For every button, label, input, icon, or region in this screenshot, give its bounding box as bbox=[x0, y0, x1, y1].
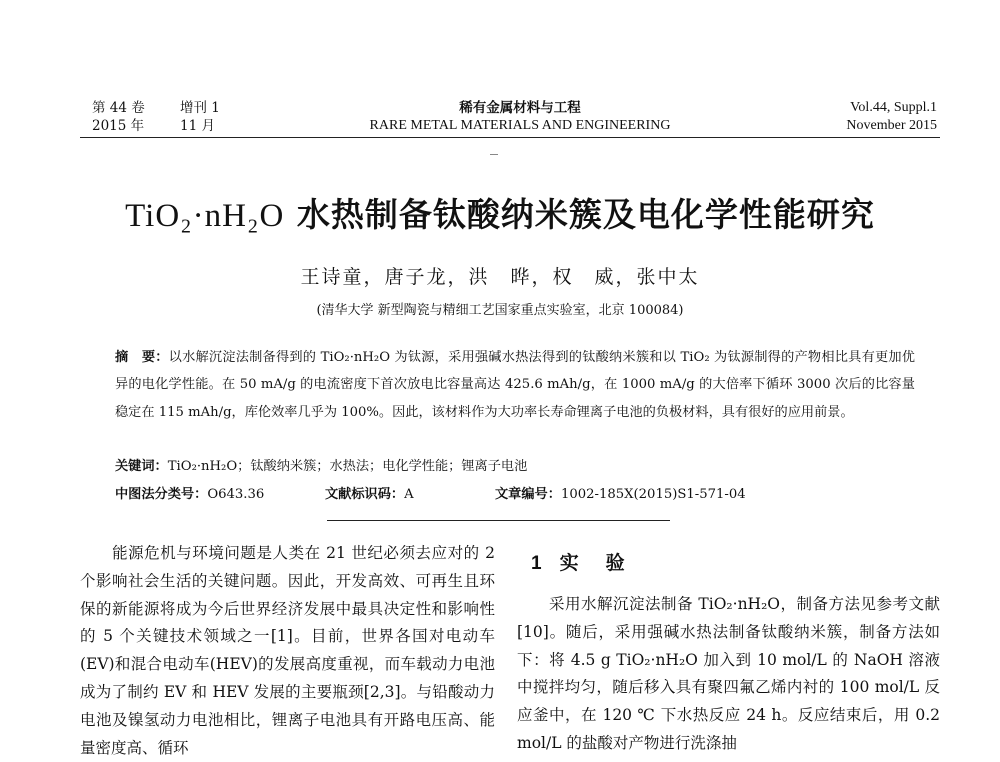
doc-code-value: A bbox=[404, 487, 414, 502]
clc-value: O643.36 bbox=[207, 487, 265, 502]
supplement-cn: 增刊 1 bbox=[180, 100, 220, 116]
month-cn: 11 月 bbox=[180, 118, 215, 134]
experiment-paragraph: 采用水解沉淀法制备 TiO₂·nH₂O，制备方法见参考文献[10]。随后，采用强碱水热法制备钛酸纳米簇，制备方法如下：将 4.5 g TiO₂·nH₂O 加入到 10 mol/L 的 NaOH 溶液中搅拌均匀，随后移入具有聚四氟乙烯内衬的 100 mol/L 反应釜中，在 120 ℃ 下水热反应 24 h。反应结束后，用 0.2 mol/L 的盐酸对产物进行洗涤抽 bbox=[517, 595, 940, 752]
doc-code-label: 文献标识码： bbox=[325, 487, 405, 502]
abstract-rule bbox=[327, 520, 670, 521]
section-heading bbox=[531, 548, 629, 575]
year-cn: 2015 年 bbox=[92, 118, 145, 134]
article-number-label: 文章编号： bbox=[495, 487, 561, 502]
keywords bbox=[115, 455, 527, 474]
journal-issue-en bbox=[846, 99, 937, 135]
section-number: 1 bbox=[531, 553, 546, 574]
header-mark bbox=[490, 154, 498, 155]
intro-paragraph: 能源危机与环境问题是人类在 21 世纪必须去应对的 2 个影响社会生活的关键问题。因此，开发高效、可再生且环保的新能源将成为今后世界经济发展中最具决定性和影响性的 5 个关键技术领域之一[1]。目前，世界各国对电动车(EV)和混合电动车(HEV)的发展高度重视，而车载动力电池成为了制约 EV 和 HEV 发展的主要瓶颈[2,3]。与铅酸动力电池及镍氢动力电池相比，锂离子电池具有开路电压高、能量密度高、循环 bbox=[80, 544, 495, 757]
abstract bbox=[115, 344, 915, 426]
title-formula: TiO₂·nH₂O bbox=[125, 198, 285, 234]
classification-row bbox=[115, 483, 746, 502]
title-text: 水热制备钛酸纳米簇及电化学性能研究 bbox=[296, 195, 875, 234]
keywords-text: TiO₂·nH₂O；钛酸纳米簇；水热法；电化学性能；锂离子电池 bbox=[167, 459, 528, 474]
keywords-label: 关键词： bbox=[115, 459, 168, 474]
affiliation: (清华大学 新型陶瓷与精细工艺国家重点实验室，北京 100084) bbox=[316, 303, 684, 318]
body-left-column bbox=[80, 540, 495, 762]
volume-en: Vol.44, Suppl.1 bbox=[850, 100, 937, 115]
body-right-column bbox=[517, 591, 940, 758]
journal-issue-cn bbox=[92, 99, 220, 135]
section-title: 实 验 bbox=[559, 552, 629, 574]
paper-title bbox=[0, 193, 1000, 238]
volume-cn: 第 44 卷 bbox=[92, 100, 145, 116]
author-list: 王诗童，唐子龙，洪 晔，权 威，张中太 bbox=[300, 266, 700, 288]
journal-name-cn: 稀有金属材料与工程 bbox=[459, 100, 581, 116]
date-en: November 2015 bbox=[846, 118, 937, 133]
abstract-label: 摘 要： bbox=[115, 350, 169, 365]
header-rule bbox=[80, 137, 940, 138]
journal-name bbox=[330, 99, 710, 135]
clc-label: 中图法分类号： bbox=[115, 487, 208, 502]
abstract-text: 以水解沉淀法制备得到的 TiO₂·nH₂O 为钛源，采用强碱水热法得到的钛酸纳米簇和以 TiO₂ 为钛源制得的产物相比具有更加优异的电化学性能。在 50 mA/g 的电流密度下首次放电比容量高达 425.6 mAh/g，在 1000 mA/g 的大倍率下循环 3000 次后的比容量稳定在 115 mAh/g，库伦效率几乎为 100%。因此，该材料作为大功率长寿命锂离子电池的负极材料，具有很好的应用前景。 bbox=[115, 350, 915, 420]
journal-name-en: RARE METAL MATERIALS AND ENGINEERING bbox=[369, 118, 671, 133]
article-number-value: 1002-185X(2015)S1-571-04 bbox=[560, 487, 746, 502]
